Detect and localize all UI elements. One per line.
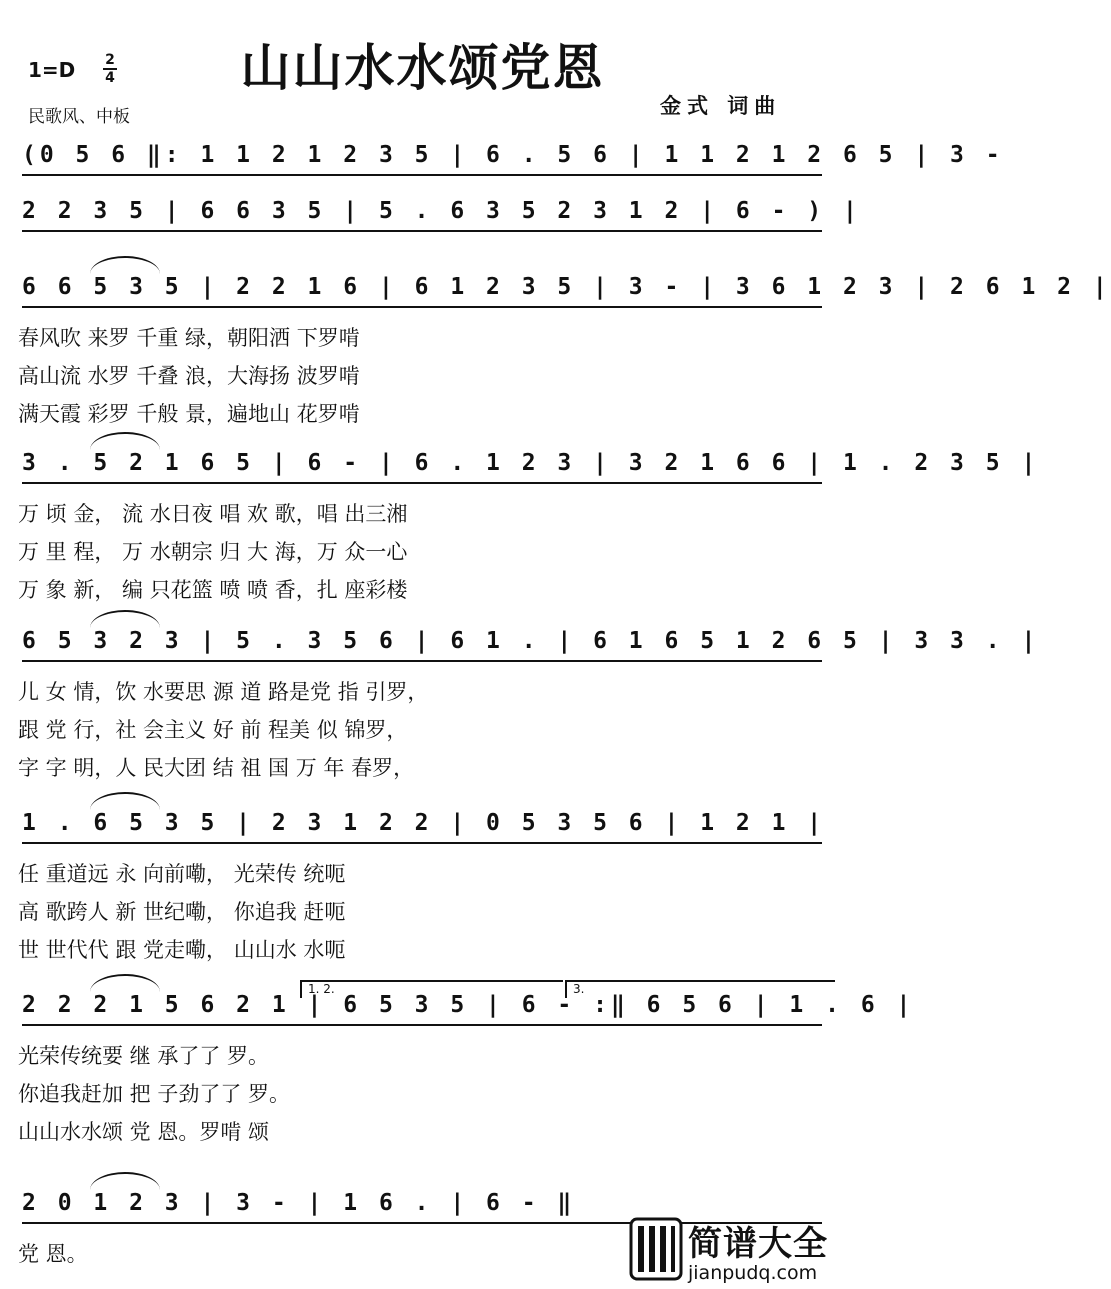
music-line: 2 2 3 5 | 6 6 3 5 | 5 . 6 3 5 2 3 1 2 | 6 - ) |: [22, 198, 861, 224]
beam-line: [22, 306, 822, 308]
beam-line: [22, 174, 822, 176]
music-line: 6 5 3 2 3 | 5 . 3 5 6 | 6 1 . | 6 1 6 5 1 2 6 5 | 3 3 . |: [22, 628, 1040, 654]
lyric-verse-2: 万 里 程， 万 水朝宗 归 大 海，万 众一心: [18, 540, 408, 564]
song-title: 山山水水颂党恩: [240, 39, 605, 97]
music-line: 6 6 5 3 5 | 2 2 1 6 | 6 1 2 3 5 | 3 - | 3 6 1 2 3 | 2 6 1 2 |: [22, 274, 1111, 300]
lyric-verse-2: 跟 党 行，社 会主义 好 前 程美 似 锦罗，: [18, 718, 408, 742]
lyric-verse-1: 光荣传统要 继 承了了 罗。: [18, 1044, 270, 1068]
lyric-verse-1: 党 恩。: [18, 1242, 88, 1266]
beam-line: [22, 660, 822, 662]
lyric-verse-3: 世 世代代 跟 党走嘞， 山山水 水呃: [18, 938, 346, 962]
time-signature: [103, 52, 117, 86]
music-line: 2 0 1 2 3 | 3 - | 1 6 . | 6 - ‖: [22, 1190, 576, 1216]
slur-mark: [90, 256, 160, 274]
key-signature: 1=D: [28, 58, 76, 82]
watermark-brand: 简谱大全: [688, 1224, 828, 1264]
music-line: (0 5 6 ‖: 1 1 2 1 2 3 5 | 6 . 5 6 | 1 1 2 1 2 6 5 | 3 -: [22, 142, 1004, 168]
watermark-url: jianpudq.com: [688, 1262, 818, 1284]
lyric-verse-1: 儿 女 情，饮 水要思 源 道 路是党 指 引罗，: [18, 680, 429, 704]
slur-mark: [90, 610, 160, 628]
beam-line: [22, 482, 822, 484]
meter-bottom: 4: [105, 70, 115, 86]
tempo-marking: 民歌风、中板: [28, 107, 130, 127]
lyric-verse-3: 满天霞 彩罗 千般 景，遍地山 花罗啃: [18, 402, 360, 426]
music-line: 3 . 5 2 1 6 5 | 6 - | 6 . 1 2 3 | 3 2 1 6 6 | 1 . 2 3 5 |: [22, 450, 1040, 476]
lyric-verse-2: 高山流 水罗 千叠 浪，大海扬 波罗啃: [18, 364, 360, 388]
volta-third: 3.: [565, 980, 835, 998]
lyric-verse-2: 高 歌跨人 新 世纪嘞， 你追我 赶呃: [18, 900, 346, 924]
piano-keys-icon: [630, 1218, 682, 1284]
slur-mark: [90, 1172, 160, 1190]
volta-first: 1. 2.: [300, 980, 563, 998]
lyric-verse-3: 万 象 新， 编 只花篮 喷 喷 香，扎 座彩楼: [18, 578, 408, 602]
slur-mark: [90, 974, 160, 992]
slur-mark: [90, 432, 160, 450]
author-credit: 金式 词曲: [660, 94, 782, 118]
beam-line: [22, 842, 822, 844]
lyric-verse-3: 字 字 明，人 民大团 结 祖 国 万 年 春罗，: [18, 756, 415, 780]
beam-line: [22, 1024, 822, 1026]
meter-top: 2: [105, 52, 115, 68]
slur-mark: [90, 792, 160, 810]
lyric-verse-3: 山山水水颂 党 恩。罗啃 颂: [18, 1120, 270, 1144]
beam-line: [22, 230, 822, 232]
music-line: 2 2 2 1 5 6 2 1 | 6 5 3 5 | 6 - :‖ 6 5 6 | 1 . 6 |: [22, 992, 915, 1018]
music-line: 1 . 6 5 3 5 | 2 3 1 2 2 | 0 5 3 5 6 | 1 2 1 |: [22, 810, 826, 836]
lyric-verse-1: 任 重道远 永 向前嘞， 光荣传 统呃: [18, 862, 346, 886]
lyric-verse-1: 春风吹 来罗 千重 绿，朝阳洒 下罗啃: [18, 326, 360, 350]
lyric-verse-2: 你追我赶加 把 子劲了了 罗。: [18, 1082, 291, 1106]
lyric-verse-1: 万 顷 金， 流 水日夜 唱 欢 歌，唱 出三湘: [18, 502, 408, 526]
